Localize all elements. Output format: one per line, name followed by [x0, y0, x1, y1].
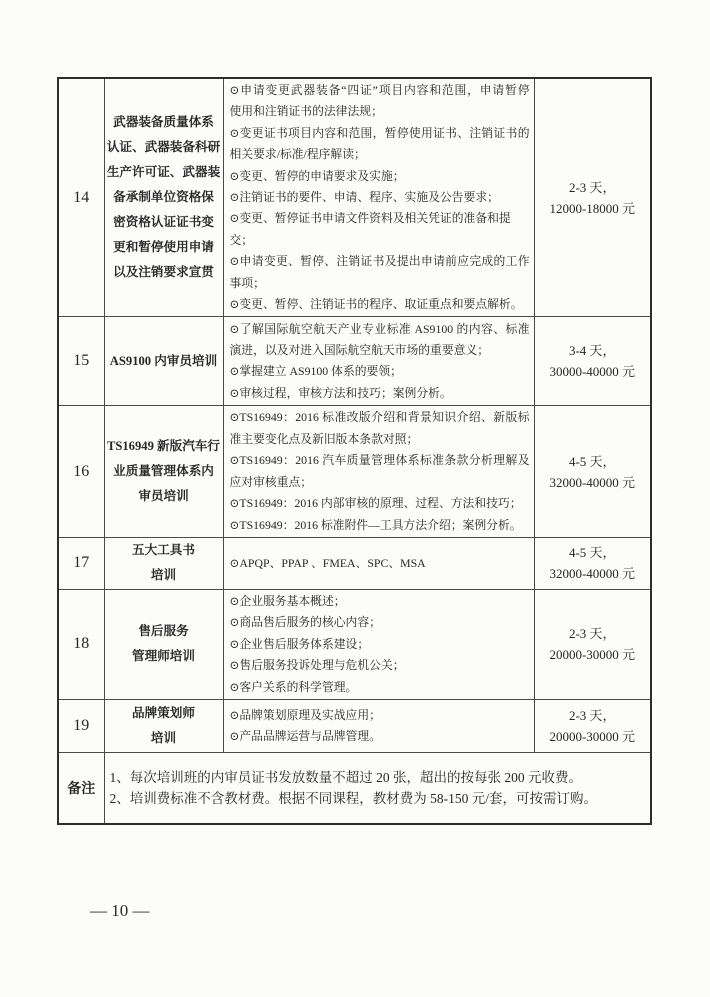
course-name-line: 培训	[150, 568, 177, 583]
course-name-line: 培训	[150, 730, 177, 745]
page-number: — 10 —	[90, 901, 150, 920]
content-line: ⊙审核过程，审核方法和技巧；案例分析。	[229, 385, 452, 400]
course-name-line: 以及注销要求宣贯	[113, 265, 214, 280]
remarks-label: 备注	[58, 752, 104, 824]
content-line: 演进，以及对进入国际航空航天市场的重要意义；	[229, 343, 490, 358]
course-name-line: 认证、武器装备科研	[106, 140, 221, 155]
table-row-16	[58, 406, 651, 537]
course-name-line: AS9100 内审员培训	[109, 353, 218, 368]
fee: 20000-30000 元	[549, 647, 636, 663]
duration-fee-cell	[534, 317, 651, 406]
duration: 2-3 天，	[568, 626, 616, 642]
course-name-line: 武器装备质量体系	[113, 115, 214, 130]
course-name-line: 售后服务	[138, 624, 189, 639]
table-row-17	[58, 537, 651, 589]
fee: 32000-40000 元	[549, 474, 636, 490]
course-content-cell	[223, 699, 534, 752]
content-line: ⊙客户关系的科学管理。	[229, 679, 358, 694]
training-fee-table	[57, 77, 652, 825]
content-line: ⊙注销证书的要件、申请、程序、实施及公告要求；	[229, 190, 499, 205]
course-name-cell	[104, 589, 223, 699]
course-name-line: 备承制单位资格保	[113, 190, 214, 205]
course-name-cell	[104, 78, 223, 317]
content-line: 准主要变化点及新旧版本条款对照；	[229, 431, 419, 446]
course-name-cell	[104, 406, 223, 537]
course-content-cell	[223, 537, 534, 589]
course-content-cell	[223, 406, 534, 537]
duration: 3-4 天，	[568, 343, 616, 359]
content-line: ⊙售后服务投诉处理与危机公关；	[229, 658, 405, 673]
duration-fee-cell	[534, 406, 651, 537]
content-line: ⊙申请变更武器装备“四证”项目内容和范围，申请暂停	[229, 83, 530, 97]
content-line: ⊙TS16949：2016 内部审核的原理、过程、方法和技巧；	[229, 496, 522, 511]
course-number: 14	[58, 78, 104, 317]
content-line: ⊙品牌策划原理及实战应用；	[229, 707, 381, 722]
content-line: ⊙APQP、PPAP 、FMEA、SPC、MSA	[229, 555, 426, 570]
course-name-cell	[104, 537, 223, 589]
fee: 12000-18000 元	[549, 200, 636, 216]
table-row-18	[58, 589, 651, 699]
course-content-cell	[223, 589, 534, 699]
course-number: 17	[58, 537, 104, 589]
content-line: ⊙TS16949：2016 标准改版介绍和背景知识介绍、新版标	[229, 410, 530, 425]
duration: 2-3 天，	[568, 707, 616, 723]
duration-fee-cell	[534, 537, 651, 589]
duration-fee-cell	[534, 589, 651, 699]
table-row-19	[58, 699, 651, 752]
content-line: ⊙产品品牌运营与品牌管理。	[229, 728, 381, 743]
fee: 32000-40000 元	[549, 566, 636, 582]
content-line: ⊙TS16949：2016 标准附件—工具方法介绍；案例分析。	[229, 517, 522, 532]
content-line: ⊙变更证书项目内容和范围，暂停使用证书、注销证书的	[229, 125, 530, 140]
remark-item: 1、每次培训班的内审员证书发放数量不超过 20 张，超出的按每张 200 元收费。	[109, 770, 582, 786]
course-name-line: TS16949 新版汽车行	[106, 439, 220, 454]
content-line: 使用和注销证书的法律法规；	[229, 104, 383, 119]
course-name-line: 业质量管理体系内	[113, 464, 214, 479]
content-line: 相关要求/标准/程序解读；	[229, 147, 366, 162]
course-name-line: 密资格认证证书变	[113, 215, 214, 230]
duration-fee-cell	[534, 78, 651, 317]
remark-item: 2、培训费标准不含教材费。根据不同课程，教材费为 58-150 元/套，可按需订购。	[109, 791, 597, 807]
course-name-line: 审员培训	[138, 489, 189, 504]
content-line: ⊙变更、暂停证书申请文件资料及相关凭证的准备和提交；	[229, 211, 511, 247]
duration: 4-5 天，	[568, 545, 616, 561]
table-row-15	[58, 317, 651, 406]
table-row-14	[58, 78, 651, 317]
content-line: ⊙变更、暂停、注销证书的程序、取证重点和要点解析。	[229, 297, 523, 312]
course-content-cell	[223, 78, 534, 317]
content-line: 事项；	[229, 275, 265, 290]
course-number: 18	[58, 589, 104, 699]
duration: 2-3 天，	[568, 179, 616, 195]
remarks-cell	[104, 752, 651, 824]
content-line: ⊙商品售后服务的核心内容；	[229, 615, 381, 630]
content-line: ⊙了解国际航空航天产业专业标准 AS9100 的内容、标准	[229, 321, 530, 336]
course-name-line: 管理师培训	[132, 649, 195, 664]
content-line: ⊙企业服务基本概述；	[229, 593, 346, 608]
course-name-cell	[104, 317, 223, 406]
course-name-line: 品牌策划师	[132, 705, 195, 720]
course-name-line: 生产许可证、武器装	[106, 165, 221, 180]
course-number: 16	[58, 406, 104, 537]
course-number: 19	[58, 699, 104, 752]
remarks-row	[58, 752, 651, 824]
course-content-cell	[223, 317, 534, 406]
fee: 20000-30000 元	[549, 728, 636, 744]
duration-fee-cell	[534, 699, 651, 752]
course-number: 15	[58, 317, 104, 406]
duration: 4-5 天，	[568, 453, 616, 469]
course-name-cell	[104, 699, 223, 752]
content-line: ⊙申请变更、暂停、注销证书及提出申请前应完成的工作	[229, 254, 530, 269]
content-line: ⊙掌握建立 AS9100 体系的要领；	[229, 364, 402, 379]
course-name-line: 更和暂停使用申请	[113, 240, 214, 255]
content-line: ⊙变更、暂停的申请要求及实施；	[229, 168, 405, 183]
content-line: 应对审核重点；	[229, 474, 313, 489]
content-line: ⊙企业售后服务体系建设；	[229, 636, 370, 651]
course-name-line: 五大工具书	[132, 543, 195, 558]
content-line: ⊙TS16949：2016 汽车质量管理体系标准条款分析理解及	[229, 453, 530, 468]
fee: 30000-40000 元	[549, 364, 636, 380]
